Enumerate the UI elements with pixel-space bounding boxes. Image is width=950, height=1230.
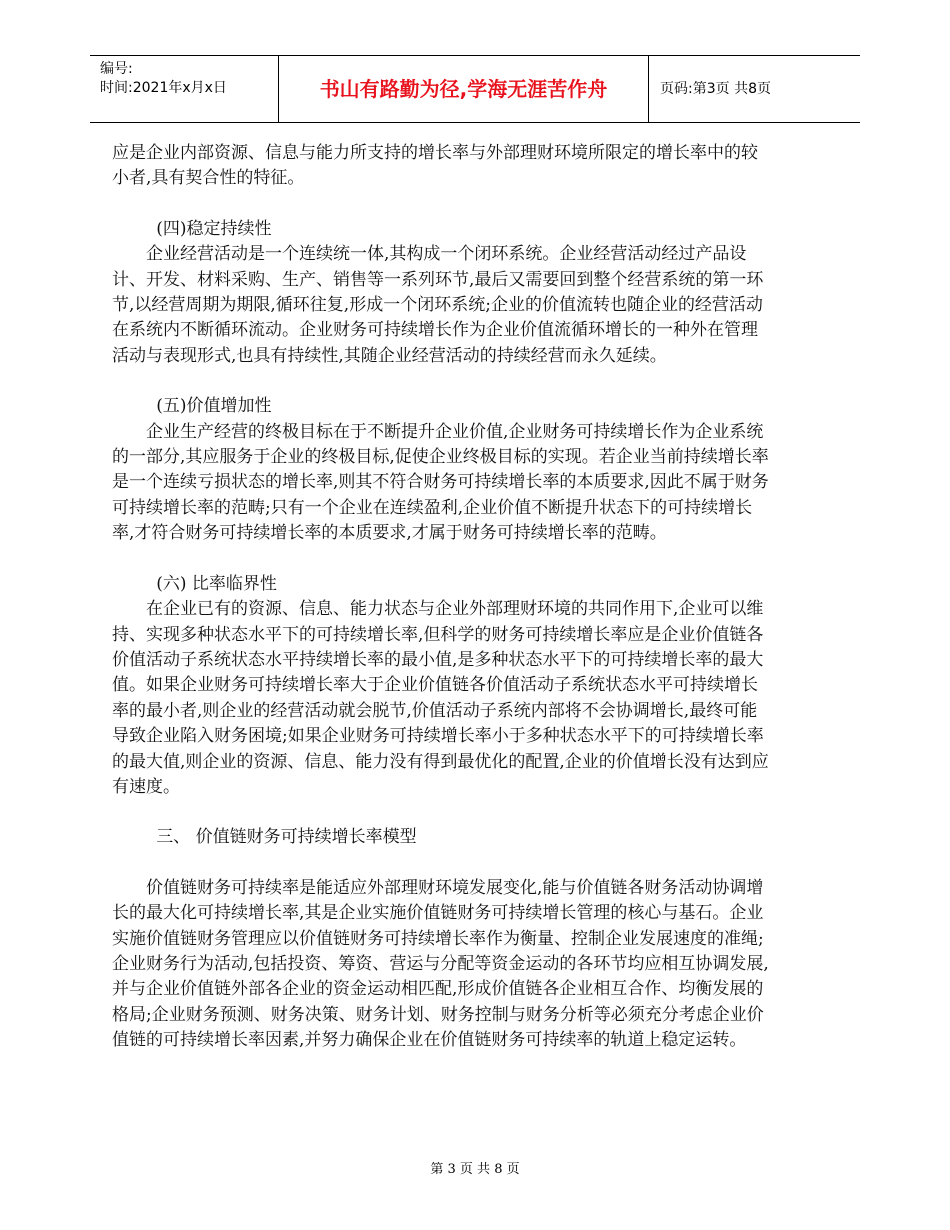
paragraph-ratio-criticality: 在企业已有的资源、信息、能力状态与企业外部理财环境的共同作用下,企业可以维持、实现多种状态水平下的可持续增长率,但科学的财务可持续增长率应是企业价值链各价值活动子系统状态水平持续增长率的最小值,是多种状态水平下的可持续增长率的最大值。如果企业财务可持续增长率大于企业价值链各价值活动子系统状态水平可持续增长率的最小者,则企业的经营活动就会脱节,价值活动子系统内部将不会协调增长,最终可能导致企业陷入财务困境;如果企业财务可持续增长率小于多种状态水平下的可持续增长率的最大值,则企业的资源、信息、能力没有得到最优化的配置,企业的价值增长没有达到应有速度。 [112,599,769,797]
header-motto: 书山有路勤为径,学海无涯苦作舟 [319,77,608,101]
heading-ratio-criticality: (六) 比率临界性 [156,573,277,594]
heading-stable-continuity: (四)稳定持续性 [156,218,272,239]
header-divider-right [648,56,649,122]
document-body [112,141,772,1054]
paragraph-stable-continuity: 企业经营活动是一个连续统一体,其构成一个闭环系统。企业经营活动经过产品设计、开发、材料采购、生产、销售等一系列环节,最后又需要回到整个经营系统的第一环节,以经营周期为期限,循环往复,形成一个闭环系统;企业的价值流转也随企业的经营活动在系统内不断循环流动。企业财务可持续增长作为企业价值流循环增长的一种外在管理活动与表现形式,也具有持续性,其随企业经营活动的持续经营而永久延续。 [112,244,764,366]
paragraph-value-increase: 企业生产经营的终极目标在于不断提升企业价值,企业财务可持续增长作为企业系统的一部分,其应服务于企业的终极目标,促使企业终极目标的实现。若企业当前持续增长率是一个连续亏损状态的增长率,则其不符合财务可持续增长率的本质要求,因此不属于财务可持续增长率的范畴;只有一个企业在连续盈利,企业价值不断提升状态下的可持续增长率,才符合财务可持续增长率的本质要求,才属于财务可持续增长率的范畴。 [112,421,769,544]
header-meta [100,60,227,98]
heading-value-increase: (五)价值增加性 [156,396,272,417]
page-header [90,55,860,123]
paragraph-intro: 应是企业内部资源、信息与能力所支持的增长率与外部理财环境所限定的增长率中的较小者,具有契合性的特征。 [112,143,758,189]
serial-label: 编号: [100,61,133,77]
header-page-info: 页码:第3页 共8页 [660,81,771,97]
page-footer: 第 3 页 共 8 页 [430,1162,520,1177]
section-heading-model: 三、 价值链财务可持续增长率模型 [156,827,417,848]
paragraph-model: 价值链财务可持续率是能适应外部理财环境发展变化,能与价值链各财务活动协调增长的最大化可持续增长率,其是企业实施价值链财务可持续增长管理的核心与基石。企业实施价值链财务管理应以价值链财务可持续增长率作为衡量、控制企业发展速度的准绳;企业财务行为活动,包括投资、筹资、营运与分配等资金运动的各环节均应相互协调发展,并与企业价值链外部各企业的资金运动相匹配,形成价值链各企业相互合作、均衡发展的格局;企业财务预测、财务决策、财务计划、财务控制与财务分析等必须充分考虑企业价值链的可持续增长率因素,并努力确保企业在价值链财务可持续率的轨道上稳定运转。 [112,877,769,1051]
time-label: 时间:2021年x月x日 [100,80,227,96]
